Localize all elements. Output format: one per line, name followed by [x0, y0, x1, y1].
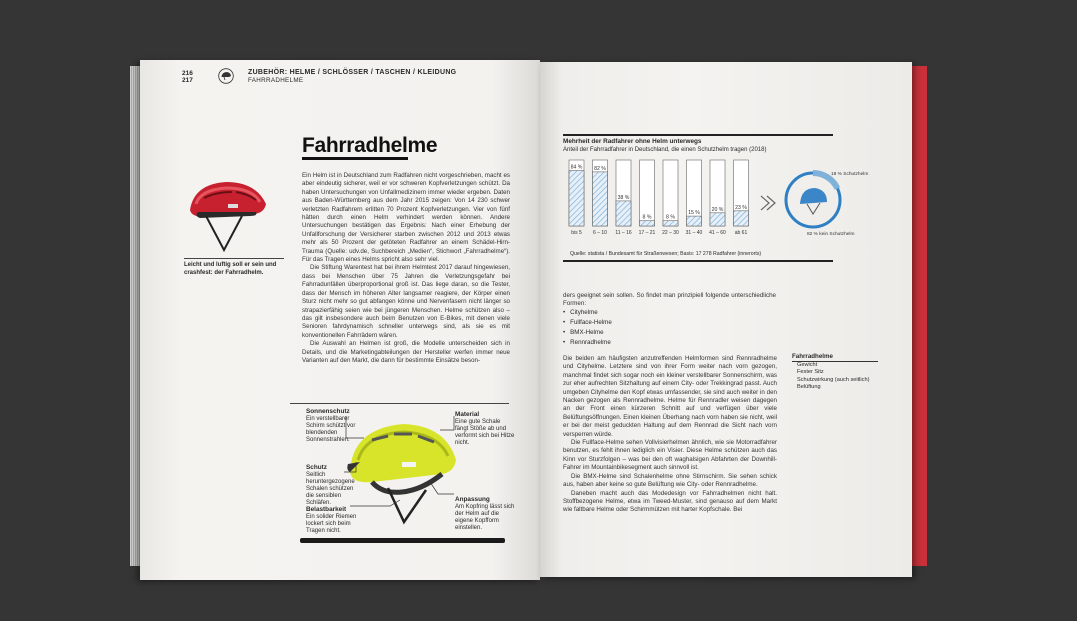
chart-title: Mehrheit der Radfahrer ohne Helm unterwegs	[563, 138, 702, 145]
category-label: bis 5	[571, 230, 582, 236]
paragraph: Die Auswahl an Helmen ist groß, die Modelle unterscheiden sich in Details, und die Marketingabteilungen der Hersteller werfen immer neue Varianten auf den Markt, die dann für bestimmte Einsätze beson-	[302, 340, 510, 364]
photo-caption: Leicht und luftig soll er sein und crashfest: der Fahrradhelm.	[184, 262, 277, 276]
label-text: Ein solider Riemen lockert sich beim Tragen nicht.	[306, 514, 357, 534]
chart-bottom-rule	[563, 260, 833, 262]
bar-value-label: 20 %	[711, 206, 724, 213]
list-item: • Rennradhelme	[563, 338, 612, 348]
red-helmet-photo	[186, 170, 270, 256]
paragraph: Die Stiftung Warentest hat bei ihrem Helmtest 2017 darauf hingewiesen, dass bei Menschen über 75 Jahren die Verletzungsgefahr bei Fahrradunfällen überproportional groß ist. Das liege daran, so die Tester, dass der Mensch im höheren Alter langsamer reagiere, der Körper einen Sturz nicht mehr so gut abfangen könne und Nervenfasern nicht länger so strapazierfähig seien wie bei jüngeren Menschen. Helme schützen also – das gilt insbesondere auch beim Benutzen von E-Bikes, mit denen viele Senioren fahrdynamisch schneller unterwegs sind, als sie es mit konventionellen Fahrrädern wären.	[302, 264, 510, 339]
checklist-box	[792, 353, 878, 392]
subsection-title: FAHRRADHELME	[248, 77, 304, 84]
list-item: • Cityhelme	[563, 308, 612, 318]
diagram-label-anpassung	[455, 496, 515, 532]
donut-label-no-helmet: 82 % kein Schutzhelm	[807, 232, 855, 237]
paragraph: Die Fullface-Helme sehen Vollvisierhelmen ähnlich, wie sie Motorradfahrer benutzen, es fehlt ihnen lediglich ein Visier. Diese Helme schützen auch das Kinn vor Sturzfolgen – was bei den oft waghalsigen Abfahrten der Downhill-Fahrer im Mountainbikesegment auch sinnvoll ist.	[563, 439, 777, 472]
diagram-label-sonnenschutz	[306, 408, 368, 444]
body-text-left	[302, 172, 510, 365]
section-title: ZUBEHÖR: HELME / SCHLÖSSER / TASCHEN / KLEIDUNG	[248, 69, 457, 76]
donut-label-helmet: 18 % Schutzhelm	[831, 172, 869, 177]
checklist-item: Belüftung	[797, 384, 821, 391]
category-label: 22 – 30	[662, 230, 679, 236]
diagram-label-belastbarkeit	[306, 506, 364, 535]
label-text: Eine gute Schale fängt Stöße ab und verformt sich bei Hitze nicht.	[455, 419, 515, 446]
helmet-types-list	[563, 308, 612, 348]
helmet-icon	[218, 68, 234, 84]
label-text: Seitlich heruntergezogene Schalen schützen die sensiblen Schläfen.	[306, 472, 355, 506]
page-headline: Fahrradhelme	[302, 134, 438, 157]
bar	[640, 221, 655, 226]
paragraph: Die beiden am häufigsten anzutreffenden Helmformen sind Rennradhelme und Cityhelme. Letztere sind von ihrer Form weiter nach vorn gezogen, manchmal findet sich sogar noch ein kleiner verstellbarer Sonnenschirm, was zur eher aufrechten Sitzhaltung auf einem City- oder Trekkingrad passt. Auch umgeben Cityhelme den Kopf etwas umfassender, sie sind auch weiter in den Nacken gezogen als Rennradhelme. Helme für Rennradler weisen dagegen an der Front einen kürzeren Schnitt auf und verfügen über viele Belüftungsöffnungen. Einen kleinen Überhang nach vorn haben sie nicht, weil er bei der meist geduckten Haltung auf dem Rennrad die Sicht nach vorn versperren würde.	[563, 355, 777, 438]
category-label: 6 – 10	[593, 230, 607, 236]
checklist-item: Schutzwirkung (auch seitlich)	[797, 376, 870, 383]
paragraph: Ein Helm ist in Deutschland zum Radfahren nicht vorgeschrieben, macht es aber eindeutig sicherer, weil er vor schweren Kopfverletzungen schützt. Da haben Untersuchungen von Unfallmedizinern immer wieder ergeben. Daten aus Baden-Württemberg aus dem Jahr 2015 zeigen: Von 14 230 schwer verletzten Radfahrern erlitten 70 Prozent Kopfverletzungen. Vier von fünf hätten durch einen Helm verhindert werden können. Andere Untersuchungen bestätigen das Ergebnis: Nach einer Erhebung der Unfallforschung der Versicherer starben zwischen 2012 und 2013 etwas mehr als 50 Prozent der getöteten Radfahrer an einem Schädel-Hirn-Trauma (Quelle: udv.de, Suchbereich „Medien“, Stichwort „Fahrradhelme“). Für das Tragen eines Helms spricht also sehr viel.	[302, 172, 510, 264]
label-title: Belastbarkeit	[306, 506, 347, 513]
category-label: 17 – 21	[638, 230, 656, 236]
category-label: 31 – 40	[685, 230, 703, 236]
checklist-title: Fahrradhelme	[792, 353, 878, 362]
bar	[569, 171, 584, 226]
diagram-bottom-rule	[300, 538, 505, 543]
bar-value-label: 23 %	[735, 204, 747, 211]
bar-value-label: 84 %	[570, 164, 583, 171]
category-label: 11 – 16	[615, 230, 632, 236]
bar	[663, 221, 678, 226]
category-label: ab 61	[734, 230, 748, 236]
bar-value-label: 38 %	[617, 194, 630, 201]
bar	[616, 201, 631, 226]
bar-value-label: 15 %	[688, 210, 700, 217]
label-text: Am Kopfring lässt sich der Helm auf die eigene Kopfform einstellen.	[455, 504, 515, 531]
bar-value-label: 8 %	[642, 214, 652, 221]
intro-text: ders geeignet sein sollen. So findet man prinzipiell folgende unterschiedliche Formen:	[563, 292, 776, 308]
list-item: • Fullface-Helme	[563, 318, 612, 328]
bar	[687, 216, 702, 226]
chart-top-rule	[563, 134, 833, 136]
label-text: Ein verstellbarer Schirm schützt vor blendenden Sonnenstrahlen.	[306, 416, 356, 443]
category-label: 41 – 60	[709, 230, 726, 236]
headline-underline	[302, 157, 408, 160]
page-numbers	[182, 70, 193, 84]
label-title: Anpassung	[455, 496, 490, 503]
paragraph: Die BMX-Helme sind Schalenhelme ohne Stirnschirm. Sie sehen schick aus, haben aber keine so gute Belüftung wie City- oder Rennradhelme.	[563, 472, 777, 489]
bar-value-label: 82 %	[594, 165, 606, 172]
page-number-right: 217	[182, 77, 193, 84]
page-number-left: 216	[182, 70, 193, 77]
caption-rule	[184, 258, 284, 259]
checklist-item: Gewicht	[797, 362, 818, 368]
body-text-right	[563, 355, 777, 515]
chart-source: Quelle: statista / Bundesamt für Straßenwesen; Basis: 17 278 Radfahrer (innerorts)	[570, 251, 762, 257]
bar	[710, 213, 725, 226]
diagram-label-schutz	[306, 464, 358, 507]
label-title: Material	[455, 411, 480, 418]
helmet-usage-chart	[563, 156, 869, 250]
diagram-label-material	[455, 411, 515, 447]
helmet-icon	[800, 188, 827, 204]
bar	[734, 211, 749, 226]
chart-subtitle: Anteil der Fahrradfahrer in Deutschland, die einen Schutzhelm tragen (2018)	[563, 147, 767, 153]
label-title: Schutz	[306, 464, 327, 471]
paragraph: Daneben macht auch das Modedesign vor Fahrradhelmen nicht halt. Stoffbezogene Helme, etwa im Tweed-Muster, sind genauso auf dem Markt wie faltbare Helme oder Schirmmützen mit harter Kopfschale. Bei	[563, 489, 777, 514]
chevron-icon	[761, 196, 775, 210]
helmet-strap	[807, 203, 820, 214]
list-item: • BMX-Helme	[563, 328, 612, 338]
checklist-item: Fester Sitz	[797, 369, 824, 376]
bar	[593, 172, 608, 226]
bar-value-label: 8 %	[666, 214, 675, 221]
label-title: Sonnenschutz	[306, 408, 350, 415]
